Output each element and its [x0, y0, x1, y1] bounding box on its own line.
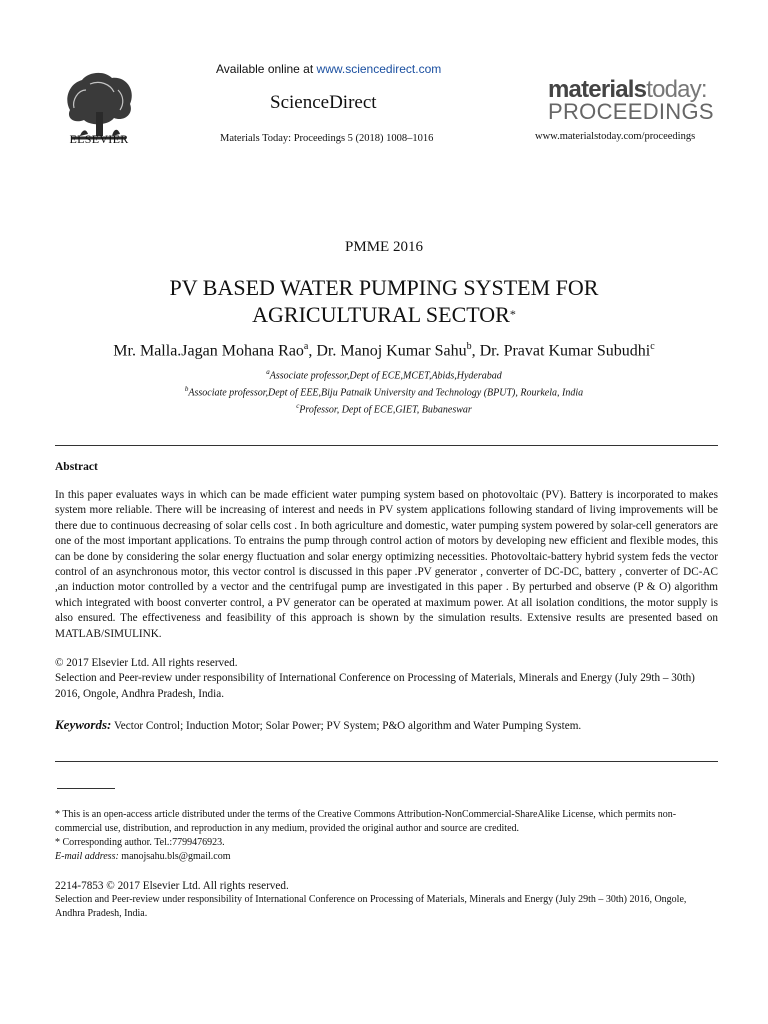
available-online — [216, 62, 441, 76]
peer-review-line: Selection and Peer-review under responsibility of International Conference on Processing of Materials, Minerals and Energy (July 29th – 30th) 2016, Ongole, Andhra Pradesh, India. — [55, 672, 695, 700]
affiliation-text: Associate professor,Dept of EEE,Biju Patnaik University and Technology (BPUT), Rourkela, India — [188, 387, 584, 399]
abstract-body: In this paper evaluates ways in which can be made efficient water pumping system based on photovoltaic (PV). Battery is incorporated to makes system more reliable. There will be increasing of interest and needs in PV system applications following standard of living improvements will be there due to continuous decreasing of solar cells cost . In both agriculture and domestic, water pumping system powered by solar-cell generators are one of the most important applications. To entrains the pump through control action of motors by developing new efficient and flexible modes, this can be done by considering the solar energy fluctuation and solar energy optimizing necessities. Photovoltaic-battery hybrid system feds the vector control of an asynchronous motor, this vector control is discussed in this paper .PV generator , converter of DC-DC, battery , converter of DC-AC ,an induction motor controlled by a vector and the centrifugal pump are investigated in this paper . By perturbed and observe (P & O) algorithm which integrated with boost converter control, a PV generator can be operated at maximum power. At all isolation conditions, the motor supply is also ensured. The effectiveness and feasibility of this approach is shown by the simulation results. Extensive results are presented based on MATLAB/SIMULINK. — [55, 489, 718, 640]
footnotes — [55, 808, 718, 864]
email-address[interactable]: manojsahu.bls@gmail.com — [118, 851, 231, 862]
affiliation-text: Professor, Dept of ECE,GIET, Bubaneswar — [299, 403, 472, 415]
affiliations — [0, 366, 768, 416]
affiliation-line — [0, 400, 768, 417]
author-name: Mr. Malla.Jagan Mohana Rao — [113, 342, 304, 360]
sciencedirect-link[interactable]: www.sciencedirect.com — [316, 62, 442, 76]
author-affil-mark: a — [303, 341, 309, 352]
author-separator: , — [471, 342, 480, 360]
conference-name: PMME 2016 — [345, 239, 423, 255]
email-line — [55, 850, 718, 864]
available-label: Available online at — [216, 62, 317, 76]
keywords-text: Vector Control; Induction Motor; Solar Power; PV System; P&O algorithm and Water Pumping System. — [111, 720, 582, 732]
publisher-name: ELSEVIER — [69, 132, 129, 146]
logo-bold-text: materials — [548, 76, 647, 103]
journal-url[interactable]: www.materialstoday.com/proceedings — [535, 131, 696, 142]
title-line-2: AGRICULTURAL SECTOR — [252, 302, 510, 327]
author-affil-mark: b — [466, 341, 472, 352]
logo-proceedings-text: PROCEEDINGS — [548, 99, 714, 124]
paper-title — [0, 274, 768, 328]
platform-name: ScienceDirect — [270, 92, 377, 113]
keywords — [55, 717, 581, 733]
author-separator: , — [308, 342, 317, 360]
author-name: Dr. Pravat Kumar Subudhi — [479, 342, 651, 360]
divider-bottom — [55, 761, 718, 762]
affiliation-line — [0, 383, 768, 400]
abstract-heading: Abstract — [55, 461, 98, 473]
affiliation-mark: c — [296, 401, 300, 410]
issn-block — [55, 879, 718, 921]
abstract-tail — [55, 656, 718, 702]
title-footnote-mark: * — [509, 307, 516, 321]
journal-reference: Materials Today: Proceedings 5 (2018) 1008–1016 — [220, 133, 434, 144]
divider-top — [55, 445, 718, 446]
author-affil-mark: c — [650, 341, 655, 352]
title-line-1: PV BASED WATER PUMPING SYSTEM FOR — [169, 275, 599, 300]
copyright-line: © 2017 Elsevier Ltd. All rights reserved. — [55, 657, 238, 669]
keywords-label: Keywords: — [55, 717, 112, 732]
license-footnote: * This is an open-access article distributed under the terms of the Creative Commons Attribution-NonCommercial-ShareAlike License, which permits non-commercial use, distribution, and reproduction in any medium, provided the original author and source are credited. — [55, 809, 677, 834]
email-label: E-mail address: — [55, 851, 119, 862]
issn-line: 2214-7853 © 2017 Elsevier Ltd. All rights reserved. — [55, 880, 289, 892]
logo-colon: : — [700, 76, 707, 103]
corresponding-author: * Corresponding author. Tel.:7799476923. — [55, 837, 225, 848]
author-list — [0, 341, 768, 360]
affiliation-mark: b — [184, 384, 189, 393]
affiliation-line — [0, 366, 768, 383]
affiliation-mark: a — [266, 368, 270, 376]
footnote-rule — [57, 788, 115, 789]
materials-today-logo — [548, 78, 714, 122]
affiliation-text: Associate professor,Dept of ECE,MCET,Abids,Hyderabad — [269, 370, 502, 382]
author-name: Dr. Manoj Kumar Sahu — [316, 342, 467, 360]
logo-thin-text: today — [646, 76, 701, 103]
issn-peer-review: Selection and Peer-review under responsibility of International Conference on Processing of Materials, Minerals and Energy (July 29th – 30th) 2016, Ongole, Andhra Pradesh, India. — [55, 894, 687, 919]
